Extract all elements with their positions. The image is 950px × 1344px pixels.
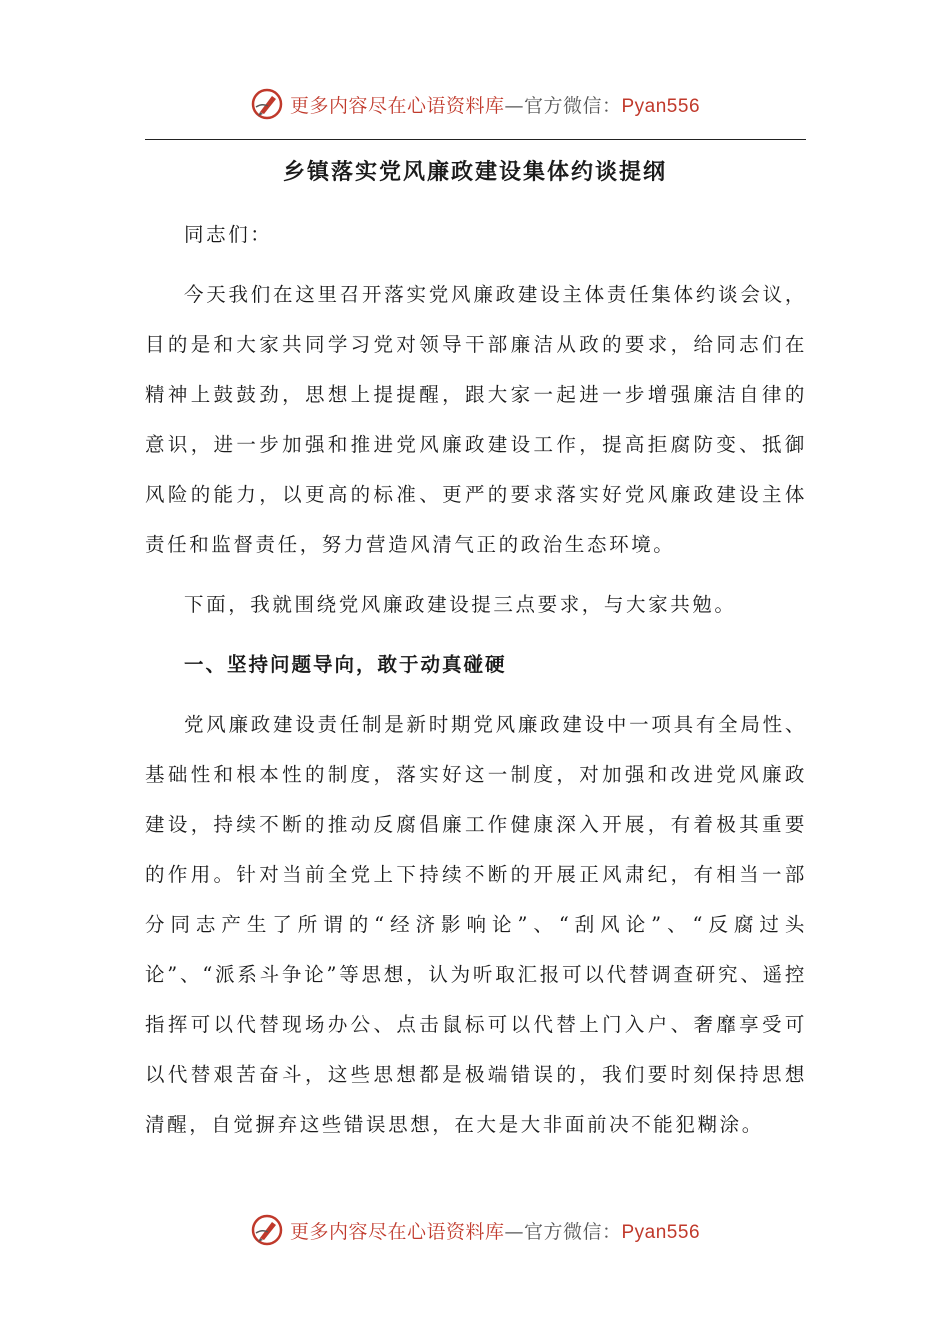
watermark-wechat-id: Pyan556 — [621, 1221, 701, 1243]
paragraph-transition: 下面，我就围绕党风廉政建设提三点要求，与大家共勉。 — [184, 593, 737, 616]
pen-logo-icon — [250, 1213, 284, 1247]
watermark-banner-bottom — [0, 1210, 950, 1250]
greeting: 同志们： — [184, 223, 273, 246]
document-body — [145, 210, 807, 1160]
watermark-site-name: 更多内容尽在心语资料库 — [289, 1220, 505, 1243]
section-heading-1: 一、坚持问题导向，敢于动真碰硬 — [184, 653, 507, 676]
paragraph-intro: 今天我们在这里召开落实党风廉政建设主体责任集体约谈会议，目的是和大家共同学习党对领导干部廉洁从政的要求，给同志们在精神上鼓鼓劲，思想上提提醒，跟大家一起进一步增强廉洁自律的意识，进一步加强和推进党风廉政建设工作，提高拒腐防变、抵御风险的能力，以更高的标准、更严的要求落实好党风廉政建设主体责任和监督责任，努力营造风清气正的政治生态环境。 — [145, 283, 807, 556]
watermark-banner-top — [0, 84, 950, 124]
paragraph-section-1: 党风廉政建设责任制是新时期党风廉政建设中一项具有全局性、基础性和根本性的制度，落实好这一制度，对加强和改进党风廉政建设，持续不断的推动反腐倡廉工作健康深入开展，有着极其重要的作用。针对当前全党上下持续不断的开展正风肃纪，有相当一部分同志产生了所谓的“经济影响论”、“刮风论”、“反腐过头论”、“派系斗争论”等思想，认为听取汇报可以代替调查研究、遥控指挥可以代替现场办公、点击鼠标可以代替上门入户、奢靡享受可以代替艰苦奋斗，这些思想都是极端错误的，我们要时刻保持思想清醒，自觉摒弃这些错误思想，在大是大非面前决不能犯糊涂。 — [145, 713, 807, 1136]
pen-logo-icon — [250, 87, 284, 121]
watermark-site-name: 更多内容尽在心语资料库 — [289, 94, 505, 117]
watermark-wechat-label: —官方微信： — [504, 1220, 622, 1243]
watermark-text — [290, 1217, 700, 1244]
watermark-wechat-id: Pyan556 — [621, 95, 701, 117]
header-divider — [145, 139, 806, 140]
document-title: 乡镇落实党风廉政建设集体约谈提纲 — [282, 159, 667, 185]
watermark-wechat-label: —官方微信： — [504, 94, 622, 117]
watermark-text — [290, 91, 700, 118]
